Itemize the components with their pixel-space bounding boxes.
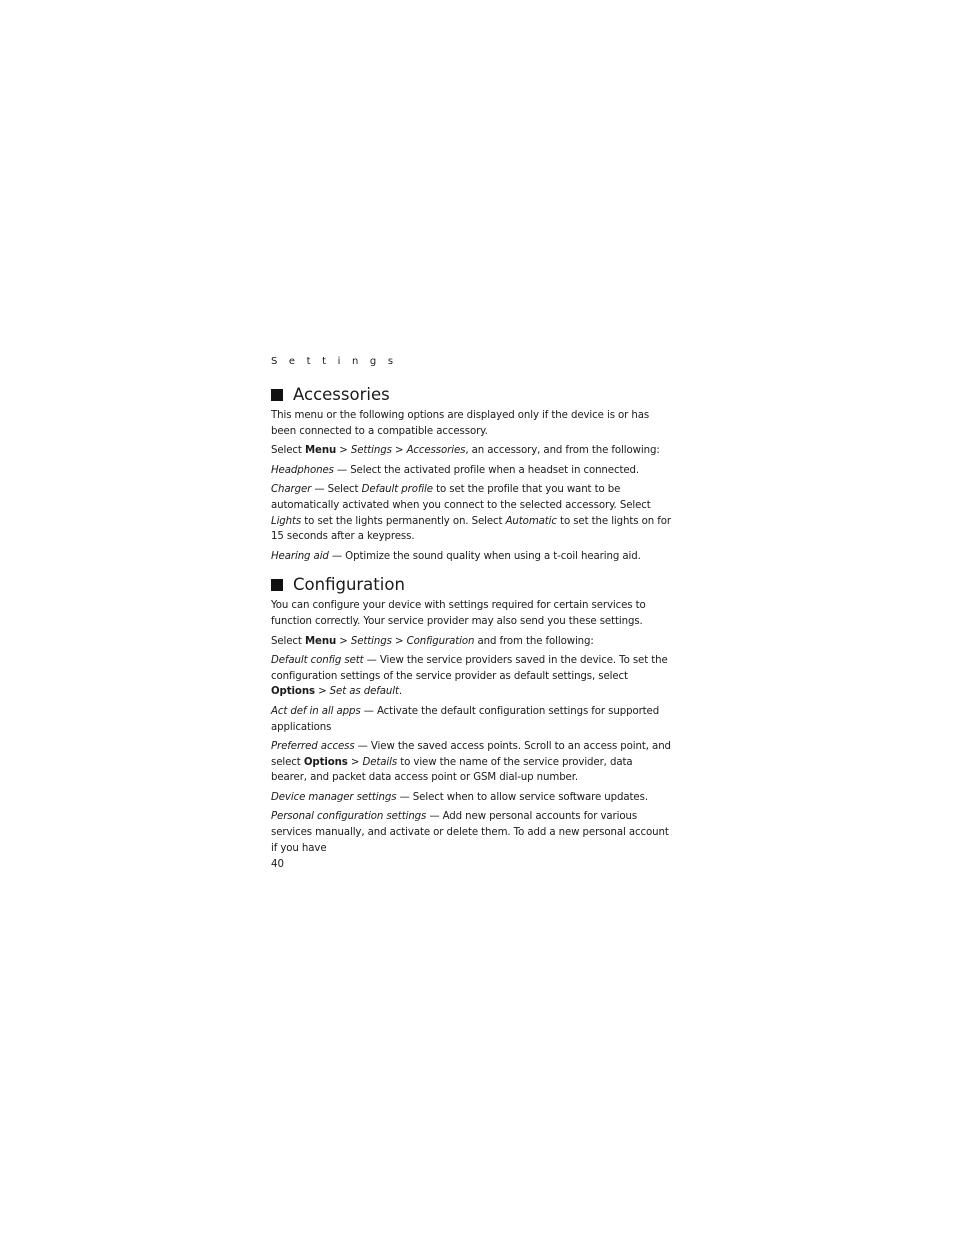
accessories-intro: This menu or the following options are displayed only if the device is or has been connected to a compatible accessory.: [271, 410, 650, 437]
section-title-accessories: [271, 384, 671, 406]
option-charger: Charger — Select Default profile to set the profile that you want to be automatically activated when you connect to the selected accessory. Select Lights to set the lights permanently on. Select Automatic to set the lights on for 15 seconds after a keypress.: [271, 484, 671, 543]
section-title-configuration: [271, 574, 671, 596]
option-headphones: Headphones — Select the activated profile when a headset in connected.: [271, 464, 640, 476]
section-title-text: Accessories: [293, 385, 390, 404]
configuration-select-path: Select Menu > Settings > Configuration and from the following:: [271, 635, 594, 647]
option-device-manager: Device manager settings — Select when to allow service software updates.: [271, 791, 648, 803]
accessories-select-path: Select Menu > Settings > Accessories, an accessory, and from the following:: [271, 445, 660, 457]
page-content: [271, 355, 671, 860]
running-header: S e t t i n g s: [271, 356, 398, 367]
square-bullet-icon: [271, 579, 283, 591]
option-personal-config: Personal configuration settings — Add new personal accounts for various services manually, and activate or delete them. To add a new personal account if you have: [271, 811, 669, 854]
option-default-config: Default config sett — View the service providers saved in the device. To set the configuration settings of the service provider as default settings, select Options > Set as default.: [271, 655, 668, 698]
option-act-def: Act def in all apps — Activate the default configuration settings for supported applications: [271, 705, 660, 733]
option-hearing-aid: Hearing aid — Optimize the sound quality when using a t-coil hearing aid.: [271, 550, 641, 562]
section-title-text: Configuration: [293, 575, 405, 595]
option-preferred-access: Preferred access — View the saved access points. Scroll to an access point, and select Options > Details to view the name of the service provider, data bearer, and packet data access point or GSM dial-up number.: [271, 741, 671, 784]
page-number: 40: [271, 859, 284, 870]
square-bullet-icon: [271, 389, 283, 401]
configuration-intro: You can configure your device with settings required for certain services to function correctly. Your service provider may also send you these settings.: [271, 600, 646, 627]
